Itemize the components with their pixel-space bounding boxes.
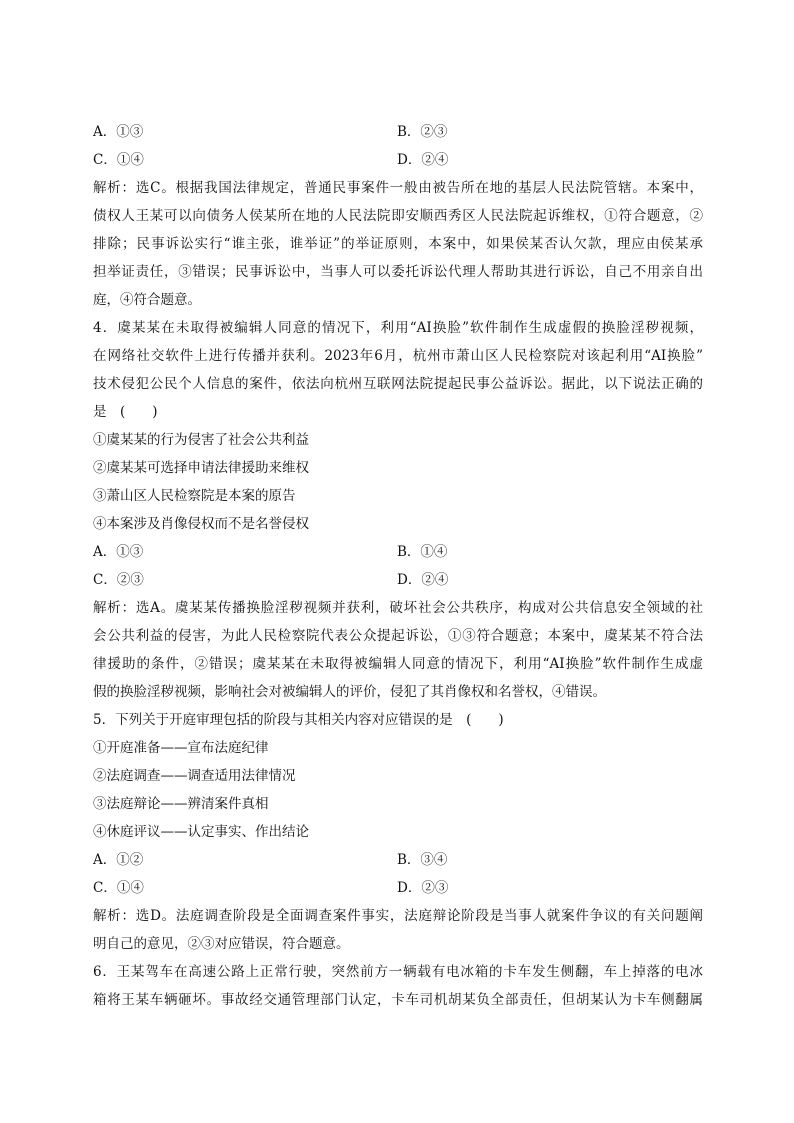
q4-stem-line: 是 ( ) bbox=[93, 404, 158, 420]
q4-statement: ④本案涉及肖像侵权而不是名誉侵权 bbox=[93, 516, 309, 532]
q3-analysis-line: 债权人王某可以向债务人侯某所在地的人民法院即安顺西秀区人民法院起诉维权，①符合题意，② bbox=[93, 208, 703, 224]
q4-statement: ①虞某某的行为侵害了社会公共利益 bbox=[93, 432, 309, 448]
q5-option-b: B．③④ bbox=[397, 852, 448, 868]
q4-stem-line: 4．虞某某在未取得被编辑人同意的情况下，利用“AI换脸”软件制作生成虚假的换脸淫秽视频， bbox=[93, 320, 703, 336]
q5-statement: ②法庭调查——调查适用法律情况 bbox=[93, 768, 296, 784]
q5-options-row-1 bbox=[93, 846, 703, 874]
q3-analysis bbox=[93, 174, 703, 314]
q3-options-row-2 bbox=[93, 146, 703, 174]
document-page bbox=[93, 118, 703, 1014]
q3-options-row-1 bbox=[93, 118, 703, 146]
q3-option-b: B．②③ bbox=[397, 124, 448, 140]
q5-analysis-line: 明自己的意见，②③对应错误，符合题意。 bbox=[93, 936, 350, 952]
q5-stem-line: 5．下列关于开庭审理包括的阶段与其相关内容对应错误的是 ( ) bbox=[93, 712, 504, 728]
q4-analysis-line: 律援助的条件，②错误；虞某某在未取得被编辑人同意的情况下，利用“AI换脸”软件制作生成虚 bbox=[93, 656, 703, 672]
q3-option-c: C．①④ bbox=[93, 152, 144, 168]
q4-options-row-1 bbox=[93, 538, 703, 566]
q3-analysis-line: 解析：选C。根据我国法律规定，普通民事案件一般由被告所在地的基层人民法院管辖。本案中， bbox=[93, 180, 703, 196]
q4-analysis-line: 会公共利益的侵害，为此人民检察院代表公众提起诉讼，①③符合题意；本案中，虞某某不符合法 bbox=[93, 628, 703, 644]
q5-analysis bbox=[93, 902, 703, 958]
q5-analysis-line: 解析：选D。法庭调查阶段是全面调查案件事实，法庭辩论阶段是当事人就案件争议的有关问题阐 bbox=[93, 908, 703, 924]
q5-statement: ①开庭准备——宣布法庭纪律 bbox=[93, 740, 269, 756]
q5-statement: ③法庭辩论——辨清案件真相 bbox=[93, 796, 269, 812]
q4-option-a: A．①③ bbox=[93, 544, 144, 560]
q3-analysis-line: 庭，④符合题意。 bbox=[93, 292, 201, 308]
q4-stem-line: 在网络社交软件上进行传播并获利。2023年6月，杭州市萧山区人民检察院对该起利用“AI换脸” bbox=[93, 348, 703, 364]
q3-analysis-line: 排除；民事诉讼实行“谁主张，谁举证”的举证原则，本案中，如果侯某否认欠款，理应由侯某承 bbox=[93, 236, 703, 252]
q6-stem-line: 箱将王某车辆砸坏。事故经交通管理部门认定，卡车司机胡某负全部责任，但胡某认为卡车侧翻属 bbox=[93, 992, 703, 1008]
q4-stem-line: 技术侵犯公民个人信息的案件，依法向杭州互联网法院提起民事公益诉讼。据此，以下说法正确的 bbox=[93, 376, 703, 392]
q5-option-a: A．①② bbox=[93, 852, 144, 868]
q5-statement: ④休庭评议——认定事实、作出结论 bbox=[93, 824, 309, 840]
q4-analysis-line: 假的换脸淫秽视频，影响社会对被编辑人的评价，侵犯了其肖像权和名誉权，④错误。 bbox=[93, 684, 606, 700]
q3-analysis-line: 担举证责任，③错误；民事诉讼中，当事人可以委托诉讼代理人帮助其进行诉讼，自己不用亲自出 bbox=[93, 264, 703, 280]
q5-options-row-2 bbox=[93, 874, 703, 902]
q4-statement: ③萧山区人民检察院是本案的原告 bbox=[93, 488, 296, 504]
q5-statements bbox=[93, 734, 703, 846]
q6-stem-line: 6．王某驾车在高速公路上正常行驶，突然前方一辆载有电冰箱的卡车发生侧翻，车上掉落的电冰 bbox=[93, 964, 703, 980]
q6-stem bbox=[93, 958, 703, 1014]
q4-options-row-2 bbox=[93, 566, 703, 594]
q4-stem bbox=[93, 314, 703, 426]
q4-analysis bbox=[93, 594, 703, 706]
q5-option-d: D．②③ bbox=[397, 880, 449, 896]
q3-option-d: D．②④ bbox=[397, 152, 449, 168]
q4-analysis-line: 解析：选A。虞某某传播换脸淫秽视频并获利，破坏社会公共秩序，构成对公共信息安全领域的社 bbox=[93, 600, 703, 616]
q4-option-c: C．②③ bbox=[93, 572, 144, 588]
q4-statement: ②虞某某可选择申请法律援助来维权 bbox=[93, 460, 309, 476]
q4-option-d: D．②④ bbox=[397, 572, 449, 588]
q4-option-b: B．①④ bbox=[397, 544, 448, 560]
q4-statements bbox=[93, 426, 703, 538]
q5-option-c: C．①④ bbox=[93, 880, 144, 896]
q3-option-a: A．①③ bbox=[93, 124, 144, 140]
q5-stem bbox=[93, 706, 703, 734]
